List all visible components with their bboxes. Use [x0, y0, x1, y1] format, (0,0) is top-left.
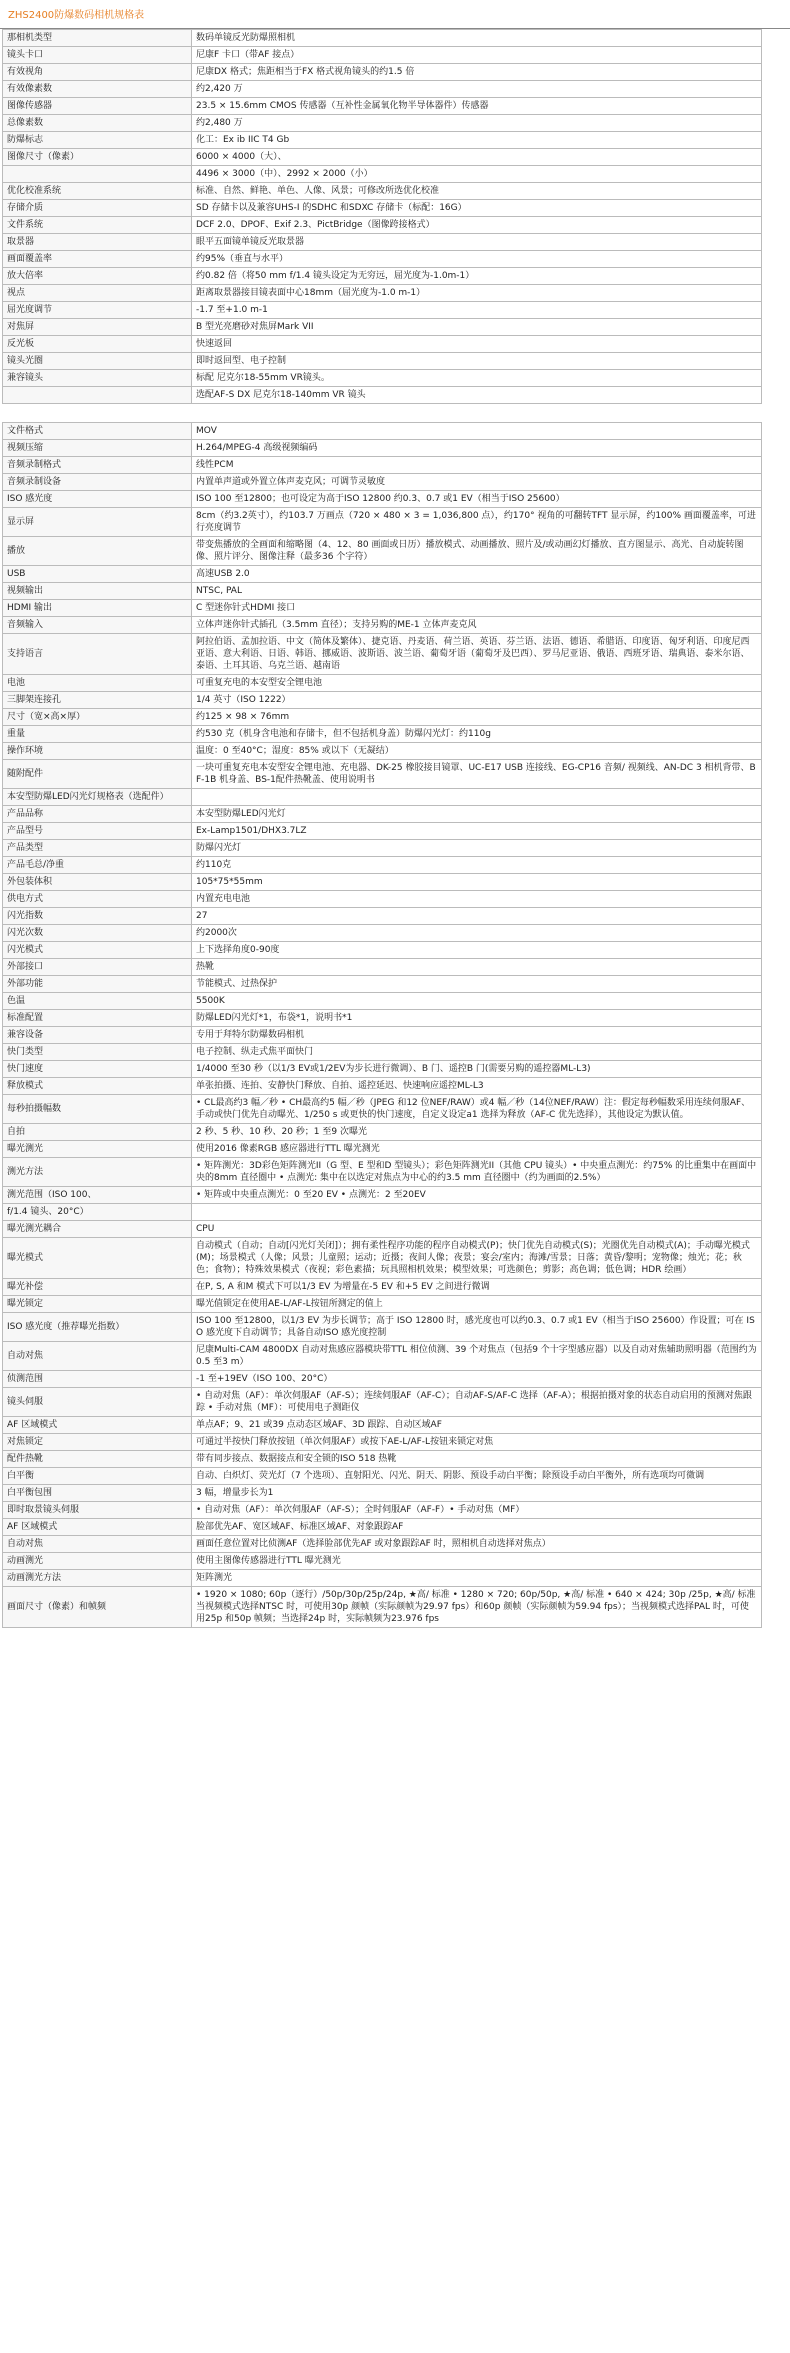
spec-label: 测光范围（ISO 100、 — [3, 1187, 192, 1204]
table-row — [3, 319, 762, 336]
spec-label: 音频录制设备 — [3, 474, 192, 491]
spec-value: 约2,420 万 — [192, 81, 762, 98]
spec-value: 105*75*55mm — [192, 874, 762, 891]
spec-value: 23.5 × 15.6mm CMOS 传感器（互补性金属氧化物半导体器件）传感器 — [192, 98, 762, 115]
table-row — [3, 1388, 762, 1417]
spec-label: ISO 感光度 — [3, 491, 192, 508]
spec-label: HDMI 输出 — [3, 600, 192, 617]
spec-value: 一块可重复充电本安型安全锂电池、充电器、DK-25 橡胶接目镜罩、UC-E17 USB 连接线、EG-CP16 音频/ 视频线、AN-DC 3 相机背带、BF-1B 机身盖、BS-1配件热靴盖、使用说明书 — [192, 760, 762, 789]
spec-label: 画面尺寸（像素）和帧频 — [3, 1587, 192, 1628]
spec-label: 尺寸（宽×高×厚） — [3, 709, 192, 726]
table-row — [3, 1342, 762, 1371]
spec-label: 文件格式 — [3, 423, 192, 440]
table-row — [3, 1417, 762, 1434]
spec-value: 防爆LED闪光灯*1，布袋*1，说明书*1 — [192, 1010, 762, 1027]
table-row — [3, 217, 762, 234]
spec-label: 镜头光圈 — [3, 353, 192, 370]
spec-label: 每秒拍摄幅数 — [3, 1095, 192, 1124]
spec-value: 可重复充电的本安型安全锂电池 — [192, 675, 762, 692]
spec-value: 脸部优先AF、宽区域AF、标准区域AF、对象跟踪AF — [192, 1519, 762, 1536]
spec-label: 侦测范围 — [3, 1371, 192, 1388]
table-row — [3, 823, 762, 840]
spec-label: 快门类型 — [3, 1044, 192, 1061]
table-row — [3, 1221, 762, 1238]
table-row — [3, 1434, 762, 1451]
table-row — [3, 1519, 762, 1536]
spec-value: NTSC, PAL — [192, 583, 762, 600]
spec-label: 释放模式 — [3, 1078, 192, 1095]
spec-value — [192, 1204, 762, 1221]
table-row — [3, 709, 762, 726]
spec-label: 色温 — [3, 993, 192, 1010]
table-row — [3, 692, 762, 709]
table-row — [3, 634, 762, 675]
spec-value: • CL最高约3 幅／秒 • CH最高约5 幅／秒（JPEG 和12 位NEF/RAW）或4 幅／秒（14位NEF/RAW）注：假定每秒幅数采用连续伺服AF、手动或快门优先自动曝光、1/250 s 或更快的快门速度，自定义设定a1 选择为释放（AF-C 优先选择），其他设定为默认值。 — [192, 1095, 762, 1124]
table-row — [3, 789, 762, 806]
spec-value: 阿拉伯语、孟加拉语、中文（简体及繁体）、捷克语、丹麦语、荷兰语、英语、芬兰语、法语、德语、希腊语、印度语、匈牙利语、印度尼西亚语、意大利语、日语、韩语、挪威语、波斯语、波兰语、葡萄牙语（葡萄牙及巴西）、罗马尼亚语、俄语、西班牙语、瑞典语、泰米尔语、泰语、土耳其语、乌克兰语、越南语 — [192, 634, 762, 675]
spec-value: 3 幅，增量步长为1 — [192, 1485, 762, 1502]
spec-label: 视点 — [3, 285, 192, 302]
table-row — [3, 600, 762, 617]
spec-label: AF 区域模式 — [3, 1519, 192, 1536]
table-row — [3, 302, 762, 319]
spec-value: 即时返回型、电子控制 — [192, 353, 762, 370]
table-row — [3, 387, 762, 404]
spec-label: ISO 感光度（推荐曝光指数） — [3, 1313, 192, 1342]
spec-label: 操作环境 — [3, 743, 192, 760]
spec-value: ISO 100 至12800；也可设定为高于ISO 12800 约0.3、0.7 或1 EV（相当于ISO 25600） — [192, 491, 762, 508]
spec-value: 节能模式、过热保护 — [192, 976, 762, 993]
spec-value: ISO 100 至12800，以1/3 EV 为步长调节；高于 ISO 12800 时，感光度也可以约0.3、0.7 或1 EV（相当于ISO 25600）作设置；可在 ISO 感光度下自动调节；具备自动ISO 感光度控制 — [192, 1313, 762, 1342]
spec-label: 重量 — [3, 726, 192, 743]
table-row — [3, 1502, 762, 1519]
spec-value: 标准、自然、鲜艳、单色、人像、风景；可修改所选优化校准 — [192, 183, 762, 200]
table-row — [3, 857, 762, 874]
spec-label: 支持语言 — [3, 634, 192, 675]
table-row — [3, 1027, 762, 1044]
spec-label: 放大倍率 — [3, 268, 192, 285]
table-row — [3, 617, 762, 634]
table-row — [3, 183, 762, 200]
spec-label: 兼容镜头 — [3, 370, 192, 387]
table-row — [3, 891, 762, 908]
spec-label: 动画测光 — [3, 1553, 192, 1570]
spec-value: 约110克 — [192, 857, 762, 874]
spec-table — [2, 29, 762, 1628]
spec-label: 外部接口 — [3, 959, 192, 976]
table-row — [3, 840, 762, 857]
table-row — [3, 874, 762, 891]
table-row — [3, 370, 762, 387]
spec-label: 供电方式 — [3, 891, 192, 908]
spec-value: 单点AF；9、21 或39 点动态区域AF、3D 跟踪、自动区域AF — [192, 1417, 762, 1434]
spec-label: 曝光测光 — [3, 1141, 192, 1158]
table-row — [3, 149, 762, 166]
spec-label: 对焦锁定 — [3, 1434, 192, 1451]
spec-label: 取景器 — [3, 234, 192, 251]
spec-label: 动画测光方法 — [3, 1570, 192, 1587]
spec-value: 约125 × 98 × 76mm — [192, 709, 762, 726]
spec-value: 热靴 — [192, 959, 762, 976]
spec-value: -1 至+19EV（ISO 100、20°C） — [192, 1371, 762, 1388]
spec-value: 本安型防爆LED闪光灯 — [192, 806, 762, 823]
spec-label: 快门速度 — [3, 1061, 192, 1078]
table-row — [3, 1536, 762, 1553]
table-row — [3, 1204, 762, 1221]
spec-value: SD 存储卡以及兼容UHS-I 的SDHC 和SDXC 存储卡（标配：16G） — [192, 200, 762, 217]
table-row — [3, 132, 762, 149]
table-row — [3, 98, 762, 115]
spec-label: 总像素数 — [3, 115, 192, 132]
spec-value: • 自动对焦（AF）：单次伺服AF（AF-S）；连续伺服AF（AF-C）；自动AF-S/AF-C 选择（AF-A）；根据拍摄对象的状态自动启用的预测对焦跟踪 • 手动对焦（MF）：可使用电子测距仪 — [192, 1388, 762, 1417]
spec-label: AF 区域模式 — [3, 1417, 192, 1434]
spec-label: 曝光测光耦合 — [3, 1221, 192, 1238]
spec-value: 8cm（约3.2英寸），约103.7 万画点（720 × 480 × 3 = 1,036,800 点），约170° 视角的可翻转TFT 显示屏，约100% 画面覆盖率，可进行亮度调节 — [192, 508, 762, 537]
spec-value: 自动、白炽灯、荧光灯（7 个选项）、直射阳光、闪光、阴天、阴影、预设手动白平衡；除预设手动白平衡外，所有选项均可微调 — [192, 1468, 762, 1485]
table-row — [3, 942, 762, 959]
table-row — [3, 566, 762, 583]
spec-label: 外部功能 — [3, 976, 192, 993]
table-row — [3, 806, 762, 823]
spec-value: 眼平五面镜单镜反光取景器 — [192, 234, 762, 251]
spec-label: 音频输入 — [3, 617, 192, 634]
table-row — [3, 1587, 762, 1628]
spec-value: 自动模式（自动；自动[闪光灯关闭]）；拥有柔性程序功能的程序自动模式(P)；快门优先自动模式(S)；光圈优先自动模式(A)；手动曝光模式(M)；场景模式（人像；风景；儿童照；运动；近摄；夜间人像；夜景；宴会/室内；海滩/雪景；日落；黄昏/黎明；宠物像；烛光；花；秋色；食物）；特殊效果模式（夜视；彩色素描；玩具照相机效果；模型效果；可选颜色；剪影；高色调；低色调；HDR 绘画） — [192, 1238, 762, 1279]
spec-value: 尼康Multi-CAM 4800DX 自动对焦感应器模块带TTL 相位侦测、39 个对焦点（包括9 个十字型感应器）以及自动对焦辅助照明器（范围约为0.5 至3 m） — [192, 1342, 762, 1371]
table-row — [3, 743, 762, 760]
table-row — [3, 1371, 762, 1388]
spec-label: 本安型防爆LED闪光灯规格表（选配件） — [3, 789, 192, 806]
table-row — [3, 1313, 762, 1342]
spec-label: 有效视角 — [3, 64, 192, 81]
spec-value: 画面任意位置对比侦测AF（选择脸部优先AF 或对象跟踪AF 时，照相机自动选择对焦点） — [192, 1536, 762, 1553]
table-row — [3, 1238, 762, 1279]
spec-label: 音频录制格式 — [3, 457, 192, 474]
spec-value: 电子控制、纵走式焦平面快门 — [192, 1044, 762, 1061]
spec-label — [3, 166, 192, 183]
table-row — [3, 30, 762, 47]
spec-label: USB — [3, 566, 192, 583]
spec-value: 内置充电电池 — [192, 891, 762, 908]
spec-label — [3, 387, 192, 404]
spec-label: 自拍 — [3, 1124, 192, 1141]
spec-label: 优化校准系统 — [3, 183, 192, 200]
table-row — [3, 1553, 762, 1570]
spec-label: 曝光模式 — [3, 1238, 192, 1279]
spec-label: 闪光指数 — [3, 908, 192, 925]
table-row — [3, 115, 762, 132]
table-row — [3, 200, 762, 217]
spec-value: 尼康DX 格式；焦距相当于FX 格式视角镜头的约1.5 倍 — [192, 64, 762, 81]
spec-value: 约2,480 万 — [192, 115, 762, 132]
table-row — [3, 1010, 762, 1027]
table-row — [3, 1570, 762, 1587]
table-row — [3, 1485, 762, 1502]
table-row — [3, 959, 762, 976]
spec-value: -1.7 至+1.0 m-1 — [192, 302, 762, 319]
table-row — [3, 1451, 762, 1468]
table-row — [3, 47, 762, 64]
spec-value: Ex-Lamp1501/DHX3.7LZ — [192, 823, 762, 840]
table-row — [3, 1158, 762, 1187]
spec-value: 尼康F 卡口（带AF 接点） — [192, 47, 762, 64]
spec-value: 单张拍摄、连拍、安静快门释放、自拍、遥控延迟、快速响应遥控ML-L3 — [192, 1078, 762, 1095]
table-row — [3, 1044, 762, 1061]
spec-label: 闪光次数 — [3, 925, 192, 942]
table-row — [3, 583, 762, 600]
table-row — [3, 760, 762, 789]
spec-label: 自动对焦 — [3, 1536, 192, 1553]
table-row — [3, 234, 762, 251]
spec-value: 2 秒、5 秒、10 秒、20 秒；1 至9 次曝光 — [192, 1124, 762, 1141]
table-row — [3, 423, 762, 440]
spec-value: • 自动对焦（AF）：单次伺服AF（AF-S）；全时伺服AF（AF-F）• 手动对焦（MF） — [192, 1502, 762, 1519]
spec-value: 约0.82 倍（将50 mm f/1.4 镜头设定为无穷远，屈光度为-1.0m-1） — [192, 268, 762, 285]
spec-value: H.264/MPEG-4 高级视频编码 — [192, 440, 762, 457]
table-row — [3, 726, 762, 743]
table-row — [3, 1468, 762, 1485]
spec-value: 6000 × 4000（大）、 — [192, 149, 762, 166]
page-title: ZHS2400防爆数码相机规格表 — [8, 10, 145, 21]
spec-value: DCF 2.0、DPOF、Exif 2.3、PictBridge（图像跨接格式） — [192, 217, 762, 234]
spec-label: 有效像素数 — [3, 81, 192, 98]
spec-label: 三脚架连接孔 — [3, 692, 192, 709]
spec-value: 约530 克（机身含电池和存储卡，但不包括机身盖）防爆闪光灯：约110g — [192, 726, 762, 743]
spec-value: 化工：Ex ib IIC T4 Gb — [192, 132, 762, 149]
table-row — [3, 1061, 762, 1078]
spec-label: 随附配件 — [3, 760, 192, 789]
table-row — [3, 993, 762, 1010]
table-row — [3, 457, 762, 474]
spec-label: 显示屏 — [3, 508, 192, 537]
spec-value: 立体声迷你针式插孔（3.5mm 直径）；支持另购的ME-1 立体声麦克风 — [192, 617, 762, 634]
spec-value: 上下选择角度0-90度 — [192, 942, 762, 959]
spec-label: 图像传感器 — [3, 98, 192, 115]
spec-value: 矩阵测光 — [192, 1570, 762, 1587]
spec-label: 产品类型 — [3, 840, 192, 857]
spec-value: 数码单镜反光防爆照相机 — [192, 30, 762, 47]
table-row — [3, 81, 762, 98]
spec-label: 防爆标志 — [3, 132, 192, 149]
spec-table-body — [3, 30, 762, 1628]
spec-value: 快速返回 — [192, 336, 762, 353]
spec-label: 曝光补偿 — [3, 1279, 192, 1296]
spec-label: 白平衡 — [3, 1468, 192, 1485]
spec-value: 1/4 英寸（ISO 1222） — [192, 692, 762, 709]
table-row — [3, 1296, 762, 1313]
spec-value: 27 — [192, 908, 762, 925]
spec-value: 1/4000 至30 秒（以1/3 EV或1/2EV为步长进行微调）、B 门、遥控B 门(需要另购的遥控器ML-L3) — [192, 1061, 762, 1078]
spec-value: 4496 × 3000（中）、2992 × 2000（小） — [192, 166, 762, 183]
spec-label: 兼容设备 — [3, 1027, 192, 1044]
table-row — [3, 1187, 762, 1204]
spec-value: 高速USB 2.0 — [192, 566, 762, 583]
spec-value: • 矩阵或中央重点测光：0 至20 EV • 点测光：2 至20EV — [192, 1187, 762, 1204]
table-row — [3, 925, 762, 942]
spec-value: 使用主图像传感器进行TTL 曝光测光 — [192, 1553, 762, 1570]
table-row — [3, 353, 762, 370]
table-row — [3, 1141, 762, 1158]
table-row — [3, 251, 762, 268]
spec-label: 对焦屏 — [3, 319, 192, 336]
spec-label: 白平衡包围 — [3, 1485, 192, 1502]
spec-value: 可通过半按快门释放按钮（单次伺服AF）或按下AE-L/AF-L按钮来锁定对焦 — [192, 1434, 762, 1451]
spec-value: 约95%（垂直与水平） — [192, 251, 762, 268]
spec-value: 选配AF-S DX 尼克尔18-140mm VR 镜头 — [192, 387, 762, 404]
spec-label: 镜头卡口 — [3, 47, 192, 64]
spec-label: 产品毛总/净重 — [3, 857, 192, 874]
spec-value: 线性PCM — [192, 457, 762, 474]
spec-label: 曝光锁定 — [3, 1296, 192, 1313]
spec-value: 专用于拜特尔防爆数码相机 — [192, 1027, 762, 1044]
spec-value: 带有同步接点、数据接点和安全锁的ISO 518 热靴 — [192, 1451, 762, 1468]
spec-label: 标准配置 — [3, 1010, 192, 1027]
spec-value: 5500K — [192, 993, 762, 1010]
spec-label: 文件系统 — [3, 217, 192, 234]
spec-label: 自动对焦 — [3, 1342, 192, 1371]
spec-label: 测光方法 — [3, 1158, 192, 1187]
table-row — [3, 1095, 762, 1124]
spec-value: 温度：0 至40°C；湿度：85% 或以下（无凝结） — [192, 743, 762, 760]
spec-label: 电池 — [3, 675, 192, 692]
spec-label: 那相机类型 — [3, 30, 192, 47]
spec-value: 曝光值锁定在使用AE-L/AF-L按钮所测定的值上 — [192, 1296, 762, 1313]
spec-value: 距离取景器接目镜表面中心18mm（屈光度为-1.0 m-1） — [192, 285, 762, 302]
spec-label: 产品品称 — [3, 806, 192, 823]
spec-value: • 1920 × 1080; 60p（逐行）/50p/30p/25p/24p, ★高/ 标准 • 1280 × 720; 60p/50p, ★高/ 标准 • 640 × 424; 30p /25p, ★高/ 标准当视频模式选择NTSC 时，可使用30p 颜帧（实际颜帧为29.97 fps）和60p 颜帧（实际颜帧为59.94 fps）；当视频模式选择PAL 时，可使用25p 和50p 帧频；当选择24p 时，实际帧频为23.976 fps — [192, 1587, 762, 1628]
spec-label: 外包装体积 — [3, 874, 192, 891]
spec-label: 反光板 — [3, 336, 192, 353]
spec-label: 视频输出 — [3, 583, 192, 600]
spec-value: B 型光亮磨砂对焦屏Mark VII — [192, 319, 762, 336]
spec-value: 在P, S, A 和M 模式下可以1/3 EV 为增量在-5 EV 和+5 EV 之间进行微调 — [192, 1279, 762, 1296]
table-row — [3, 675, 762, 692]
spec-label: 画面覆盖率 — [3, 251, 192, 268]
spec-value: 约2000次 — [192, 925, 762, 942]
spec-value: CPU — [192, 1221, 762, 1238]
table-row — [3, 491, 762, 508]
spec-label: 播放 — [3, 537, 192, 566]
table-row — [3, 166, 762, 183]
spec-label: f/1.4 镜头、20°C） — [3, 1204, 192, 1221]
spec-label: 产品型号 — [3, 823, 192, 840]
spec-value: • 矩阵测光：3D彩色矩阵测光II（G 型、E 型和D 型镜头）；彩色矩阵测光II（其他 CPU 镜头）• 中央重点测光：约75% 的比重集中在画面中央的8mm 直径圈中 • 点测光: 集中在以选定对焦点为中心的约3.5 mm 直径圈中（约为画面的2.5%） — [192, 1158, 762, 1187]
table-row — [3, 508, 762, 537]
table-row — [3, 336, 762, 353]
table-row — [3, 976, 762, 993]
table-row — [3, 474, 762, 491]
spacer-cell — [3, 404, 762, 423]
spec-label: 即时取景镜头伺服 — [3, 1502, 192, 1519]
table-row — [3, 268, 762, 285]
spec-value: 标配 尼克尔18-55mm VR镜头。 — [192, 370, 762, 387]
spec-label: 闪光模式 — [3, 942, 192, 959]
table-row — [3, 440, 762, 457]
spec-value: 内置单声道或外置立体声麦克风；可调节灵敏度 — [192, 474, 762, 491]
spec-value: C 型迷你针式HDMI 接口 — [192, 600, 762, 617]
section-spacer — [3, 404, 762, 423]
spec-label: 图像尺寸（像素） — [3, 149, 192, 166]
spec-value: 使用2016 像素RGB 感应器进行TTL 曝光测光 — [192, 1141, 762, 1158]
spec-value — [192, 789, 762, 806]
table-row — [3, 285, 762, 302]
table-row — [3, 1078, 762, 1095]
table-row — [3, 1279, 762, 1296]
table-row — [3, 64, 762, 81]
spec-value: 带变焦播放的全画面和缩略图（4、12、80 画面或日历）播放模式、动画播放、照片及/或动画幻灯播放、直方图显示、高光、自动旋转图像、照片评分、图像注释（最多36 个字符） — [192, 537, 762, 566]
spec-label: 镜头伺服 — [3, 1388, 192, 1417]
spec-label: 存储介质 — [3, 200, 192, 217]
spec-label: 视频压缩 — [3, 440, 192, 457]
table-row — [3, 537, 762, 566]
table-row — [3, 1124, 762, 1141]
spec-value: 防爆闪光灯 — [192, 840, 762, 857]
table-row — [3, 908, 762, 925]
spec-value: MOV — [192, 423, 762, 440]
spec-label: 配件热靴 — [3, 1451, 192, 1468]
spec-label: 屈光度调节 — [3, 302, 192, 319]
